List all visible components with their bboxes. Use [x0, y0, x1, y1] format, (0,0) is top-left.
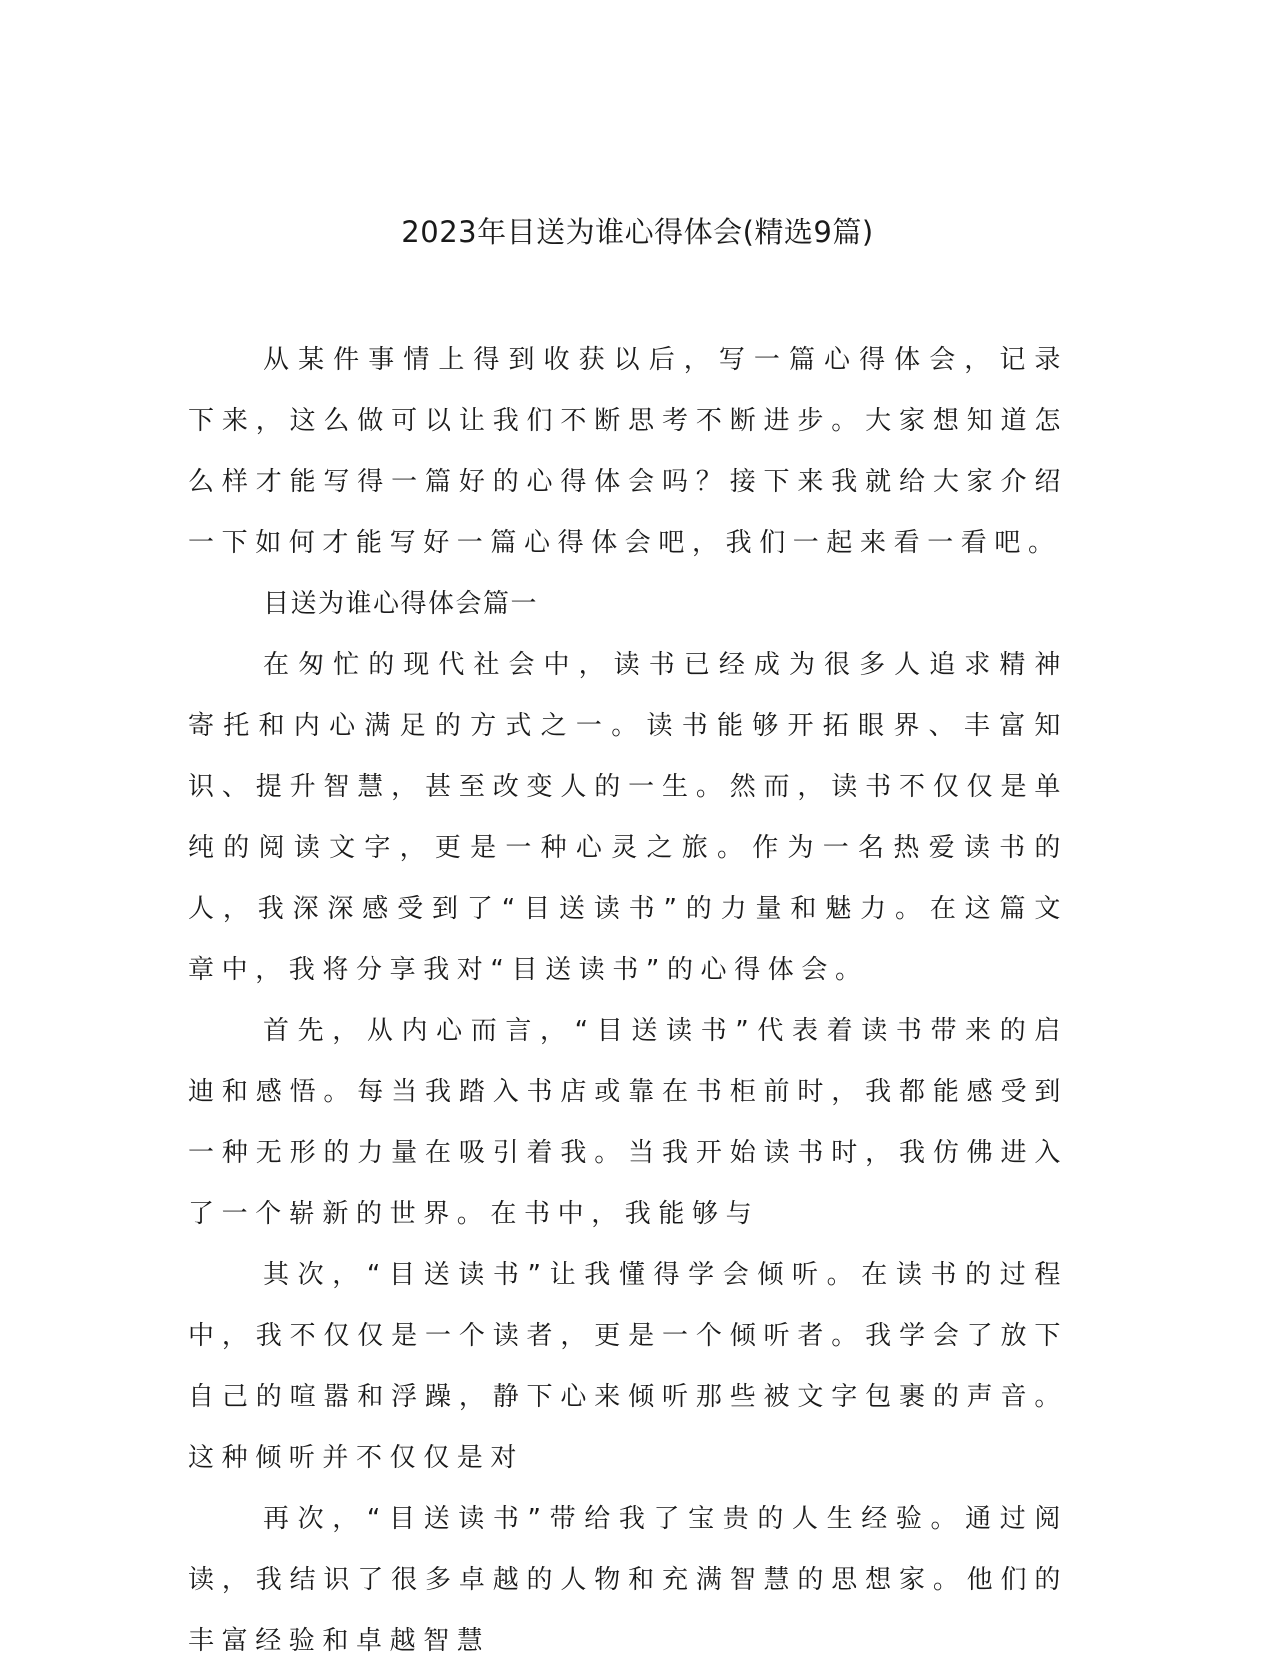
section-heading: 目送为谁心得体会篇一 [263, 589, 539, 619]
body-paragraph: 其次，“目送读书”让我懂得学会倾听。在读书的过程中，我不仅仅是一个读者，更是一个倾听者。我学会了放下自己的喧嚣和浮躁，静下心来倾听那些被文字包裹的声音。这种倾听并不仅仅是对 [188, 1260, 1068, 1473]
intro-paragraph: 从某件事情上得到收获以后，写一篇心得体会，记录下来，这么做可以让我们不断思考不断进步。大家想知道怎么样才能写得一篇好的心得体会吗？接下来我就给大家介绍一下如何才能写好一篇心得体会吧，我们一起来看一看吧。 [188, 345, 1068, 558]
document-body [188, 330, 1068, 1672]
body-paragraph: 再次，“目送读书”带给我了宝贵的人生经验。通过阅读，我结识了很多卓越的人物和充满智慧的思想家。他们的丰富经验和卓越智慧 [188, 1504, 1068, 1656]
body-paragraph: 首先，从内心而言，“目送读书”代表着读书带来的启迪和感悟。每当我踏入书店或靠在书柜前时，我都能感受到一种无形的力量在吸引着我。当我开始读书时，我仿佛进入了一个崭新的世界。在书中，我能够与 [188, 1016, 1068, 1229]
document-title: 2023年目送为谁心得体会(精选9篇) [401, 215, 874, 249]
body-paragraph: 在匆忙的现代社会中，读书已经成为很多人追求精神寄托和内心满足的方式之一。读书能够开拓眼界、丰富知识、提升智慧，甚至改变人的一生。然而，读书不仅仅是单纯的阅读文字，更是一种心灵之旅。作为一名热爱读书的人，我深深感受到了“目送读书”的力量和魅力。在这篇文章中，我将分享我对“目送读书”的心得体会。 [188, 650, 1068, 985]
